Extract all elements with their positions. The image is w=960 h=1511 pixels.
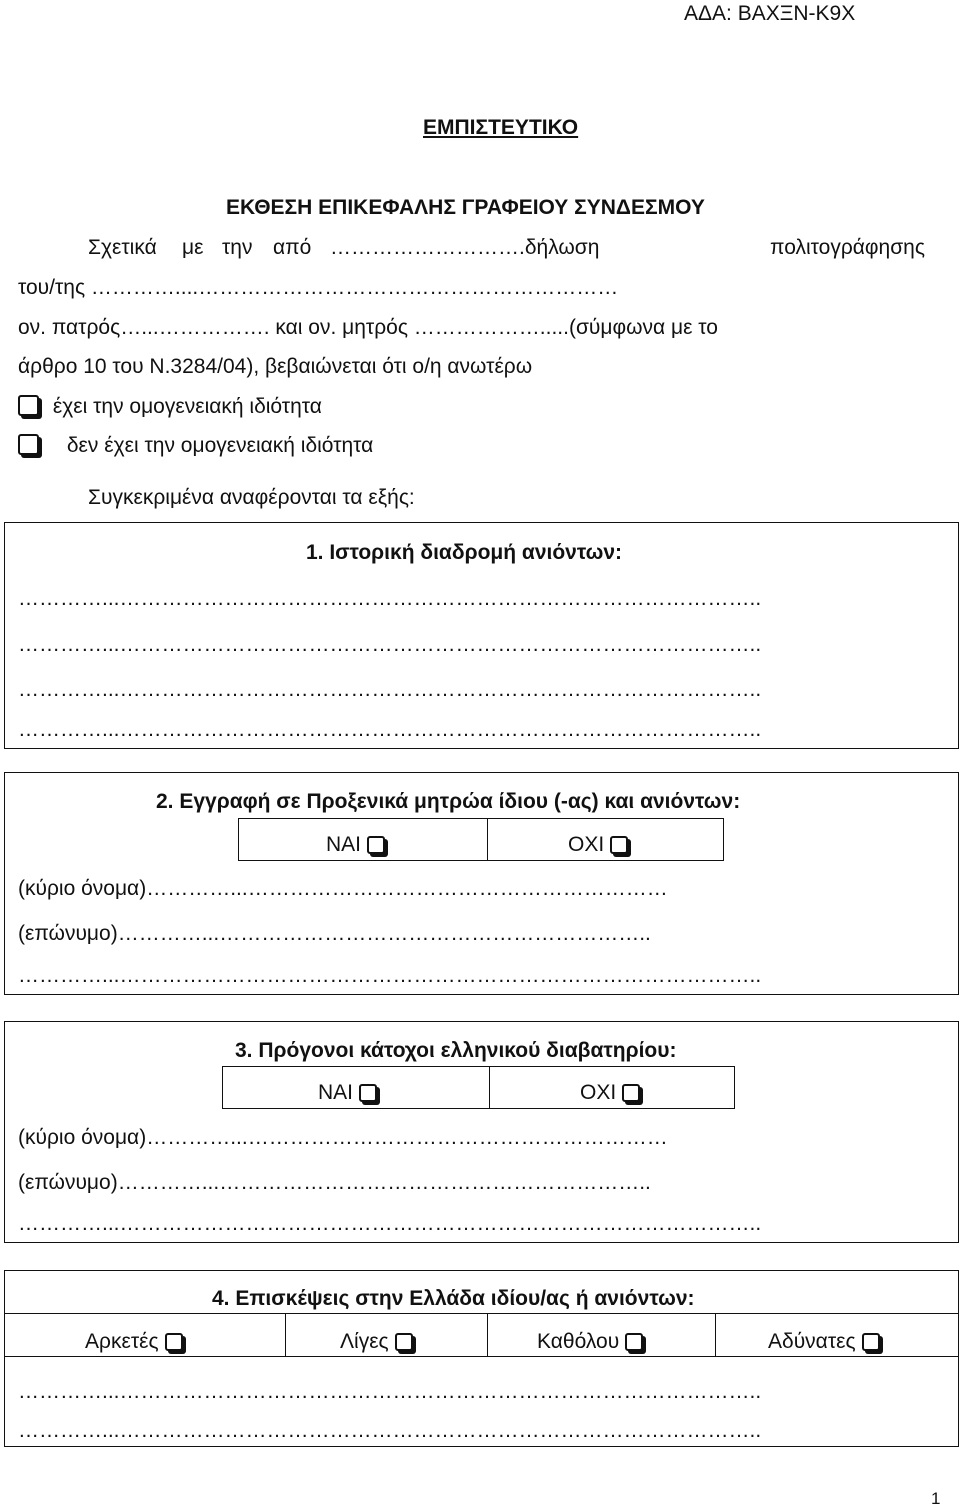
section-2-yes-label: ΝΑΙ	[326, 833, 362, 856]
ada-code: ΑΔΑ: ΒΑΧΞΝ-Κ9Χ	[684, 2, 856, 25]
option-has-not-row[interactable]	[18, 434, 373, 458]
section-1-line-2[interactable]: …………...………………………………………………………………………………..	[18, 633, 762, 656]
section-3-surname[interactable]: (επώνυμο)…………...……………………………………………………..	[18, 1171, 651, 1194]
section-2-sep-3	[723, 818, 724, 860]
option-impossible-label: Αδύνατες	[768, 1330, 856, 1353]
section-4-option-many[interactable]	[85, 1330, 183, 1354]
section-4-line-1[interactable]: …………...………………………………………………………………………………..	[18, 1380, 762, 1403]
option-has-not-label: δεν έχει την ομογενειακή ιδιότητα	[66, 434, 374, 457]
section-4-option-few[interactable]	[340, 1330, 413, 1354]
checkbox-icon[interactable]	[359, 1084, 377, 1102]
checkbox-icon[interactable]	[165, 1333, 183, 1351]
section-4-title: 4. Επισκέψεις στην Ελλάδα ιδίου/ας ή ανιόντων:	[212, 1287, 695, 1310]
section-3-yes-label: ΝΑΙ	[318, 1081, 354, 1104]
checkbox-icon[interactable]	[625, 1333, 643, 1351]
section-2-extra-line[interactable]: …………...………………………………………………………………………………..	[18, 964, 762, 987]
section-4-options-top	[4, 1313, 959, 1314]
section-3-sep-3	[734, 1066, 735, 1108]
section-2-options-top	[238, 818, 724, 819]
section-3-first-name[interactable]: (κύριο όνομα)…………...……………………………………………………	[18, 1126, 668, 1149]
section-2-surname[interactable]: (επώνυμο)…………...……………………………………………………..	[18, 922, 651, 945]
section-2-sep-2	[487, 818, 488, 860]
section-4-sep-2	[487, 1313, 488, 1356]
section-1-line-3[interactable]: …………...………………………………………………………………………………..	[18, 678, 762, 701]
section-2-title: 2. Εγγραφή σε Προξενικά μητρώα ίδιου (-ας) και ανιόντων:	[156, 790, 741, 813]
specifically-text: Συγκεκριμένα αναφέρονται τα εξής:	[88, 486, 415, 509]
intro-word-naturalization: πολιτογράφησης	[770, 236, 925, 259]
section-2-yes[interactable]	[326, 833, 385, 857]
section-3-sep-1	[222, 1066, 223, 1108]
option-none-label: Καθόλου	[537, 1330, 620, 1353]
section-3-no[interactable]	[580, 1081, 640, 1105]
section-4-option-none[interactable]	[537, 1330, 643, 1354]
checkbox-icon[interactable]	[367, 836, 385, 854]
section-2-options-bottom	[238, 860, 724, 861]
section-3-title: 3. Πρόγονοι κάτοχοι ελληνικού διαβατηρίου:	[235, 1039, 677, 1062]
checkbox-icon[interactable]	[862, 1333, 880, 1351]
section-3-extra-line[interactable]: …………...………………………………………………………………………………..	[18, 1212, 762, 1235]
option-has-label: έχει την ομογενειακή ιδιότητα	[52, 395, 322, 418]
section-4-options-bottom	[4, 1356, 959, 1357]
section-4-sep-3	[715, 1313, 716, 1356]
intro-law-line: άρθρο 10 του Ν.3284/04), βεβαιώνεται ότι ο/η ανωτέρω	[18, 355, 533, 378]
section-4-line-2[interactable]: …………...………………………………………………………………………………..	[18, 1419, 762, 1442]
document-title: ΕΚΘΕΣΗ ΕΠΙΚΕΦΑΛΗΣ ΓΡΑΦΕΙΟΥ ΣΥΝΔΕΣΜΟΥ	[226, 196, 705, 219]
intro-person-line[interactable]: του/της …………....……………………………………………………	[18, 276, 619, 299]
section-3-sep-2	[489, 1066, 490, 1108]
section-1-title: 1. Ιστορική διαδρομή ανιόντων:	[306, 541, 623, 564]
section-2-first-name[interactable]: (κύριο όνομα)…………...……………………………………………………	[18, 877, 668, 900]
section-1-line-1[interactable]: …………...………………………………………………………………………………..	[18, 587, 762, 610]
checkbox-icon[interactable]	[395, 1333, 413, 1351]
checkbox-icon[interactable]	[18, 395, 39, 416]
section-2-no[interactable]	[568, 833, 628, 857]
checkbox-icon[interactable]	[622, 1084, 640, 1102]
section-3-options-bottom	[222, 1108, 735, 1109]
section-4-option-impossible[interactable]	[768, 1330, 880, 1354]
intro-parents-line[interactable]: ον. πατρός…...……………. και ον. μητρός ……………….....(σύμφωνα με το	[18, 316, 718, 339]
intro-declaration-blank[interactable]: ……………………….δήλωση	[330, 236, 600, 259]
checkbox-icon[interactable]	[18, 434, 39, 455]
confidential-heading: ΕΜΠΙΣΤΕΥΤΙΚΟ	[423, 116, 579, 139]
checkbox-icon[interactable]	[610, 836, 628, 854]
section-4-sep-1	[285, 1313, 286, 1356]
section-2-sep-1	[238, 818, 239, 860]
intro-word-4: από	[273, 236, 312, 259]
intro-word-1: Σχετικά	[88, 236, 157, 259]
option-many-label: Αρκετές	[85, 1330, 159, 1353]
section-3-yes[interactable]	[318, 1081, 377, 1105]
section-2-no-label: ΟΧΙ	[568, 833, 605, 856]
page-number: 1	[931, 1489, 941, 1508]
section-1-line-4[interactable]: …………...………………………………………………………………………………..	[18, 718, 762, 741]
intro-word-2: με	[182, 236, 204, 259]
intro-word-3: την	[222, 236, 253, 259]
option-has-row[interactable]	[18, 395, 322, 419]
section-3-no-label: ΟΧΙ	[580, 1081, 617, 1104]
option-few-label: Λίγες	[340, 1330, 389, 1353]
section-3-options-top	[222, 1066, 735, 1067]
